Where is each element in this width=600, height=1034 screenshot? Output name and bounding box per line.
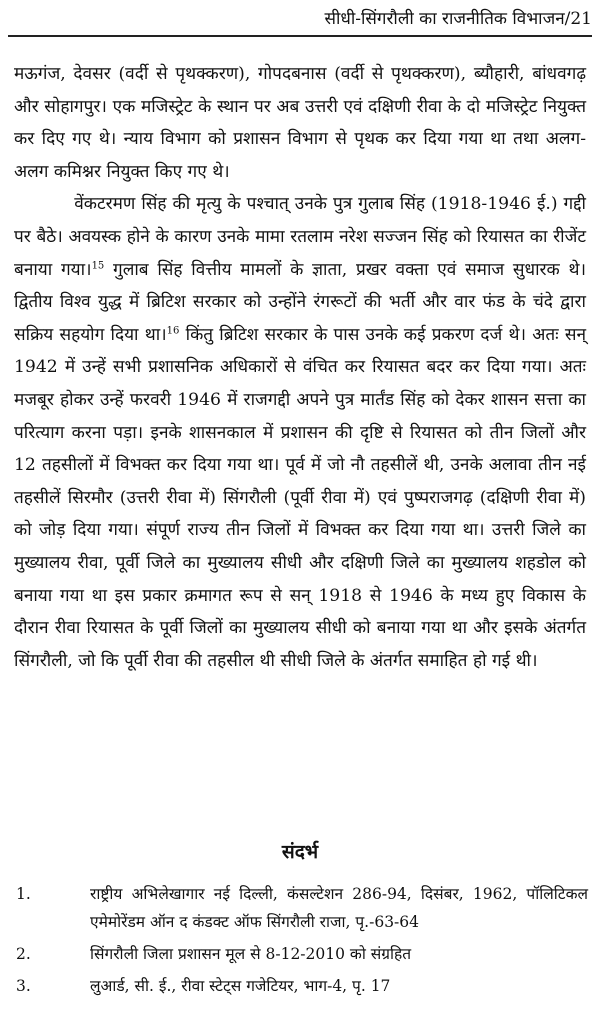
- paragraph-2: [14, 188, 586, 677]
- references-heading: संदर्भ: [281, 841, 319, 863]
- running-title: सीधी-सिंगरौली का राजनीतिक विभाजन/21: [324, 9, 592, 29]
- reference-item: [14, 880, 588, 936]
- reference-number: 1.: [16, 885, 31, 903]
- reference-text: लुआर्ड, सी. ई., रीवा स्टेट्स गजेटियर, भाग-4, पृ. 17: [90, 977, 391, 995]
- main-text: [14, 58, 586, 677]
- reference-number: 3.: [16, 977, 31, 995]
- paragraph-2-part-c: किंतु ब्रिटिश सरकार के पास उनके कई प्रकरण दर्ज थे। अतः सन् 1942 में उन्हें सभी प्रशासनिक अधिकारों से वंचित कर रियासत बदर कर दिया गया। अतः मजबूर होकर उन्हें फरवरी 1946 में राजगद्दी अपने पुत्र मार्तंड सिंह को देकर शासन सत्ता का परित्याग करना पड़ा। इनके शासनकाल में प्रशासन की दृष्टि से रियासत को तीन जिलों और 12 तहसीलों में विभक्त कर दिया गया था। पूर्व में जो नौ तहसीलें थी, उनके अलावा तीन नई तहसीलें सिरमौर (उत्तरी रीवा में) सिंगरौली (पूर्वी रीवा में) एवं पुष्पराजगढ़ (दक्षिणी रीवा में) को जोड़ दिया गया। संपूर्ण राज्य तीन जिलों में विभक्त कर दिया गया था। उत्तरी जिले का मुख्यालय रीवा, पूर्वी जिले का मुख्यालय सीधी और दक्षिणी जिले का मुख्यालय शहडोल को बनाया गया था इस प्रकार क्रमागत रूप से सन् 1918 से 1946 के मध्य हुए विकास के दौरान रीवा रियासत के पूर्वी जिलों का मुख्यालय सीधी को बनाया गया था और इसके अंतर्गत सिंगरौली, जो कि पूर्वी रीवा की तहसील थी सीधी जिले के अंतर्गत समाहित हो गई थी।: [14, 324, 587, 671]
- footnote-marker-16: 16: [166, 325, 180, 337]
- reference-item: [14, 972, 588, 1000]
- references-list: [14, 880, 588, 1004]
- footnote-marker-15: 15: [91, 259, 105, 271]
- reference-text: सिंगरौली जिला प्रशासन मूल से 8-12-2010 को संग्रहित: [90, 945, 412, 963]
- paragraph-2-part-b: गुलाब सिंह वित्तीय मामलों के ज्ञाता, प्रखर वक्ता एवं समाज सुधारक थे। द्वितीय विश्व युद्ध में ब्रिटिश सरकार को उन्होंने रंगरूटों की भर्ती और वार फंड के चंदे द्वारा सक्रिय सहयोग दिया था।: [14, 259, 586, 345]
- reference-item: [14, 940, 588, 968]
- running-header: [8, 6, 592, 37]
- paragraph-1: मऊगंज, देवसर (वर्दी से पृथक्करण), गोपदबनास (वर्दी से पृथक्करण), ब्यौहारी, बांधवगढ़ और सोहागपुर। एक मजिस्ट्रेट के स्थान पर अब उत्तरी एवं दक्षिणी रीवा के दो मजिस्ट्रेट नियुक्त कर दिए गए थे। न्याय विभाग को प्रशासन विभाग से पृथक कर दिया गया था तथा अलग-अलग कमिश्नर नियुक्त किए गए थे।: [14, 64, 586, 182]
- paragraph-2-part-a: वेंकटरमण सिंह की मृत्यु के पश्चात् उनके पुत्र गुलाब सिंह (1918-1946 ई.) गद्दी पर बैठे। अवयस्क होने के कारण उनके मामा रतलाम नरेश सज्जन सिंह को रियासत का रीजेंट बनाया गया।: [14, 194, 586, 280]
- reference-text: राष्ट्रीय अभिलेखागार नई दिल्ली, कंसल्टेशन 286-94, दिसंबर, 1962, पॉलिटिकल एमेमोरेंडम ऑन द कंडक्ट ऑफ सिंगरौली राजा, पृ.-63-64: [90, 885, 588, 931]
- reference-number: 2.: [16, 945, 31, 963]
